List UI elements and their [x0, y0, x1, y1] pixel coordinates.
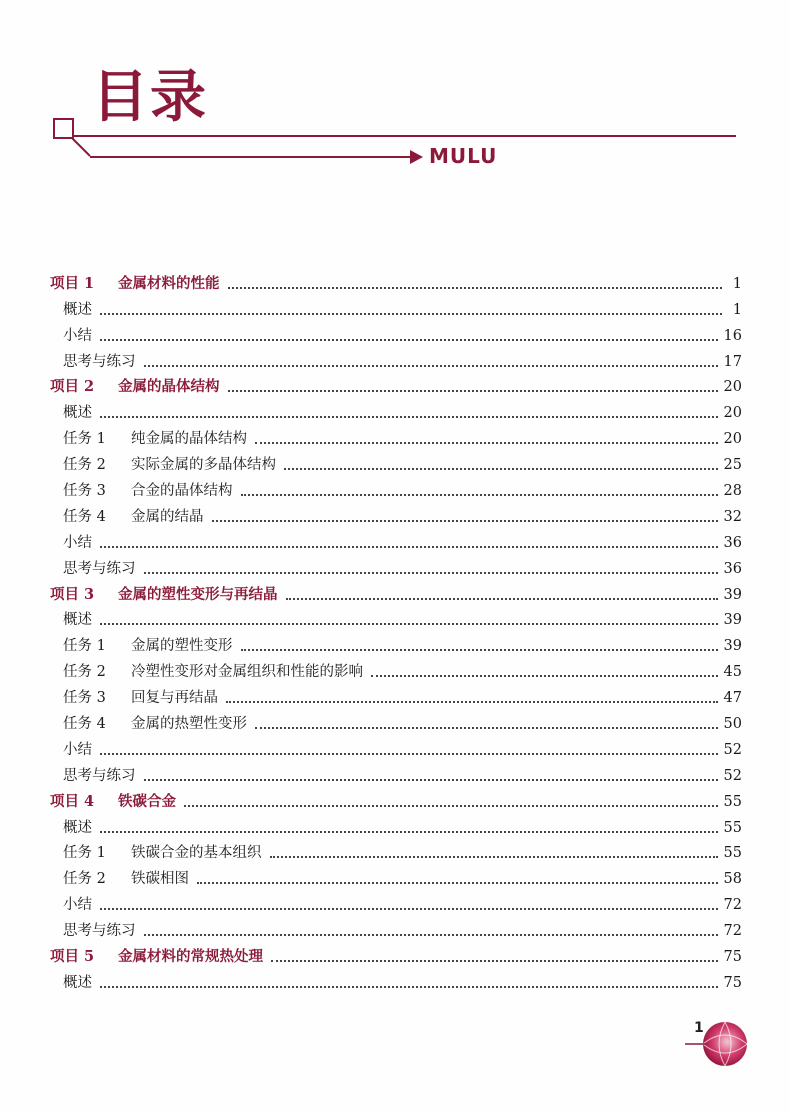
toc-page-number: 75 — [723, 949, 742, 966]
dot-leader — [284, 468, 718, 470]
toc-entry-number: 任务 2 — [63, 664, 106, 681]
dot-leader — [100, 416, 718, 418]
toc-page-number: 72 — [723, 897, 742, 914]
toc-entry-number: 任务 1 — [63, 431, 106, 448]
page-subtitle: MULU — [429, 144, 498, 168]
dot-leader — [100, 623, 718, 625]
page-header — [0, 0, 790, 200]
toc-section-entry[interactable] — [50, 812, 742, 838]
toc-chapter-entry[interactable] — [50, 579, 742, 605]
dot-leader — [226, 701, 718, 703]
dot-leader — [100, 831, 718, 833]
toc-entry-title: 小结 — [63, 897, 92, 914]
toc-entry-label — [50, 714, 247, 734]
toc-entry-label — [50, 766, 136, 786]
dot-leader — [100, 313, 722, 315]
toc-section-entry[interactable] — [50, 682, 742, 708]
page-title: 目录 — [92, 65, 208, 130]
toc-entry-title: 金属的塑性变形 — [131, 638, 233, 655]
dot-leader — [241, 494, 718, 496]
toc-section-entry[interactable] — [50, 656, 742, 682]
dot-leader — [144, 572, 718, 574]
dot-leader — [144, 779, 718, 781]
dot-leader — [270, 856, 718, 858]
toc-chapter-entry[interactable] — [50, 786, 742, 812]
toc-section-entry[interactable] — [50, 449, 742, 475]
toc-entry-label — [50, 481, 233, 501]
toc-entry-title: 概述 — [63, 405, 92, 422]
dot-leader — [144, 365, 718, 367]
toc-page-number: 17 — [723, 353, 742, 370]
toc-page-number: 25 — [723, 457, 742, 474]
toc-entry-label — [50, 585, 278, 605]
toc-section-entry[interactable] — [50, 320, 742, 346]
toc-entry-title: 金属材料的常规热处理 — [118, 948, 263, 966]
toc-section-entry[interactable] — [50, 915, 742, 941]
toc-section-entry[interactable] — [50, 475, 742, 501]
toc-entry-label — [50, 973, 92, 993]
toc-section-entry[interactable] — [50, 734, 742, 760]
toc-page-number: 39 — [723, 638, 742, 655]
dot-leader — [228, 390, 718, 392]
toc-entry-title: 概述 — [63, 819, 92, 836]
toc-entry-number: 任务 4 — [63, 508, 106, 525]
toc-entry-label — [50, 300, 92, 320]
toc-page-number: 36 — [723, 560, 742, 577]
toc-chapter-entry[interactable] — [50, 268, 742, 294]
toc-page-number: 55 — [723, 819, 742, 836]
toc-page-number: 32 — [723, 508, 742, 525]
toc-page-number: 72 — [723, 923, 742, 940]
toc-page-number: 55 — [723, 793, 742, 810]
toc-section-entry[interactable] — [50, 630, 742, 656]
toc-entry-title: 实际金属的多晶体结构 — [131, 457, 276, 474]
dot-leader — [100, 753, 718, 755]
dot-leader — [212, 520, 718, 522]
page-number: 1 — [694, 1020, 704, 1036]
title-square-ornament — [53, 118, 74, 139]
toc-page-number: 75 — [723, 974, 742, 991]
toc-page-number: 50 — [723, 716, 742, 733]
toc-page-number: 58 — [723, 871, 742, 888]
toc-page-number: 39 — [723, 586, 742, 603]
toc-entry-title: 合金的晶体结构 — [131, 483, 233, 500]
title-rule-bottom — [90, 156, 412, 158]
toc-entry-label — [50, 688, 218, 708]
toc-entry-number: 项目 5 — [50, 948, 95, 966]
toc-section-entry[interactable] — [50, 708, 742, 734]
toc-entry-label — [50, 610, 92, 630]
dot-leader — [100, 546, 718, 548]
dot-leader — [100, 339, 718, 341]
dot-leader — [255, 727, 718, 729]
toc-entry-label — [50, 377, 220, 397]
title-rule-connector — [70, 137, 92, 157]
toc-page-number: 45 — [723, 664, 742, 681]
toc-entry-number: 任务 2 — [63, 871, 106, 888]
toc-entry-label — [50, 352, 136, 372]
toc-entry-title: 回复与再结晶 — [131, 690, 218, 707]
toc-entry-title: 金属的热塑性变形 — [131, 716, 247, 733]
toc-entry-title: 小结 — [63, 534, 92, 551]
toc-entry-label — [50, 792, 176, 812]
toc-entry-number: 项目 2 — [50, 378, 95, 396]
toc-entry-number: 任务 4 — [63, 716, 106, 733]
toc-entry-title: 思考与练习 — [63, 560, 136, 577]
toc-section-entry[interactable] — [50, 863, 742, 889]
toc-section-entry[interactable] — [50, 527, 742, 553]
toc-entry-label — [50, 921, 136, 941]
toc-entry-label — [50, 947, 263, 967]
toc-page-number: 36 — [723, 534, 742, 551]
dot-leader — [371, 675, 718, 677]
toc-section-entry[interactable] — [50, 760, 742, 786]
dot-leader — [100, 986, 718, 988]
dot-leader — [228, 287, 723, 289]
toc-entry-title: 纯金属的晶体结构 — [131, 431, 247, 448]
dot-leader — [100, 908, 718, 910]
toc-page-number: 16 — [723, 327, 742, 344]
toc-entry-title: 思考与练习 — [63, 923, 136, 940]
toc-entry-label — [50, 455, 276, 475]
toc-chapter-entry[interactable] — [50, 372, 742, 398]
toc-entry-number: 项目 3 — [50, 585, 95, 603]
page-number-globe-icon — [683, 1012, 747, 1076]
toc-entry-title: 小结 — [63, 327, 92, 344]
toc-section-entry[interactable] — [50, 967, 742, 993]
toc-entry-number: 项目 4 — [50, 792, 95, 810]
toc-page-number: 1 — [732, 301, 742, 318]
toc-entry-number: 任务 1 — [63, 845, 106, 862]
toc-entry-label — [50, 274, 220, 294]
toc-entry-title: 铁碳合金的基本组织 — [131, 845, 262, 862]
toc-section-entry[interactable] — [50, 838, 742, 864]
toc-entry-title: 思考与练习 — [63, 767, 136, 784]
dot-leader — [241, 649, 718, 651]
toc-section-entry[interactable] — [50, 397, 742, 423]
toc-page-number: 39 — [723, 612, 742, 629]
toc-entry-number: 项目 1 — [50, 274, 95, 292]
toc-entry-label — [50, 818, 92, 838]
toc-entry-number: 任务 3 — [63, 483, 106, 500]
title-rule-top — [72, 135, 736, 137]
toc-page-number: 55 — [723, 845, 742, 862]
toc-section-entry[interactable] — [50, 294, 742, 320]
toc-page-number: 20 — [723, 405, 742, 422]
toc-entry-number: 任务 3 — [63, 690, 106, 707]
toc-entry-label — [50, 559, 136, 579]
dot-leader — [144, 934, 718, 936]
toc-entry-number: 任务 2 — [63, 457, 106, 474]
toc-entry-title: 冷塑性变形对金属组织和性能的影响 — [131, 664, 363, 681]
toc-entry-label — [50, 326, 92, 346]
toc-section-entry[interactable] — [50, 553, 742, 579]
toc-entry-label — [50, 869, 189, 889]
toc-section-entry[interactable] — [50, 346, 742, 372]
toc-entry-title: 金属的晶体结构 — [118, 378, 220, 396]
arrow-right-icon — [410, 150, 423, 164]
toc-entry-title: 小结 — [63, 741, 92, 758]
toc-entry-label — [50, 429, 247, 449]
toc-section-entry[interactable] — [50, 423, 742, 449]
toc-page-number: 20 — [723, 379, 742, 396]
toc-entry-label — [50, 403, 92, 423]
dot-leader — [271, 960, 718, 962]
toc-entry-title: 铁碳合金 — [118, 792, 176, 810]
dot-leader — [255, 442, 718, 444]
toc-entry-title: 思考与练习 — [63, 353, 136, 370]
toc-entry-label — [50, 507, 204, 527]
dot-leader — [197, 882, 718, 884]
toc-page-number: 52 — [723, 767, 742, 784]
toc-entry-label — [50, 740, 92, 760]
toc-entry-title: 金属材料的性能 — [118, 274, 220, 292]
dot-leader — [184, 805, 718, 807]
toc-entry-title: 金属的塑性变形与再结晶 — [118, 585, 278, 603]
toc-entry-label — [50, 533, 92, 553]
table-of-contents — [50, 268, 742, 993]
toc-page-number: 1 — [732, 275, 742, 292]
toc-section-entry[interactable] — [50, 605, 742, 631]
toc-entry-label — [50, 636, 233, 656]
toc-entry-title: 金属的结晶 — [131, 508, 204, 525]
dot-leader — [286, 598, 718, 600]
toc-entry-label — [50, 843, 262, 863]
toc-entry-label — [50, 662, 363, 682]
toc-entry-title: 铁碳相图 — [131, 871, 189, 888]
toc-section-entry[interactable] — [50, 501, 742, 527]
toc-page-number: 47 — [723, 690, 742, 707]
toc-chapter-entry[interactable] — [50, 941, 742, 967]
toc-entry-number: 任务 1 — [63, 638, 106, 655]
toc-entry-title: 概述 — [63, 974, 92, 991]
toc-entry-title: 概述 — [63, 301, 92, 318]
toc-page-number: 28 — [723, 483, 742, 500]
toc-section-entry[interactable] — [50, 889, 742, 915]
toc-page-number: 52 — [723, 741, 742, 758]
toc-entry-label — [50, 895, 92, 915]
toc-entry-title: 概述 — [63, 612, 92, 629]
toc-page-number: 20 — [723, 431, 742, 448]
